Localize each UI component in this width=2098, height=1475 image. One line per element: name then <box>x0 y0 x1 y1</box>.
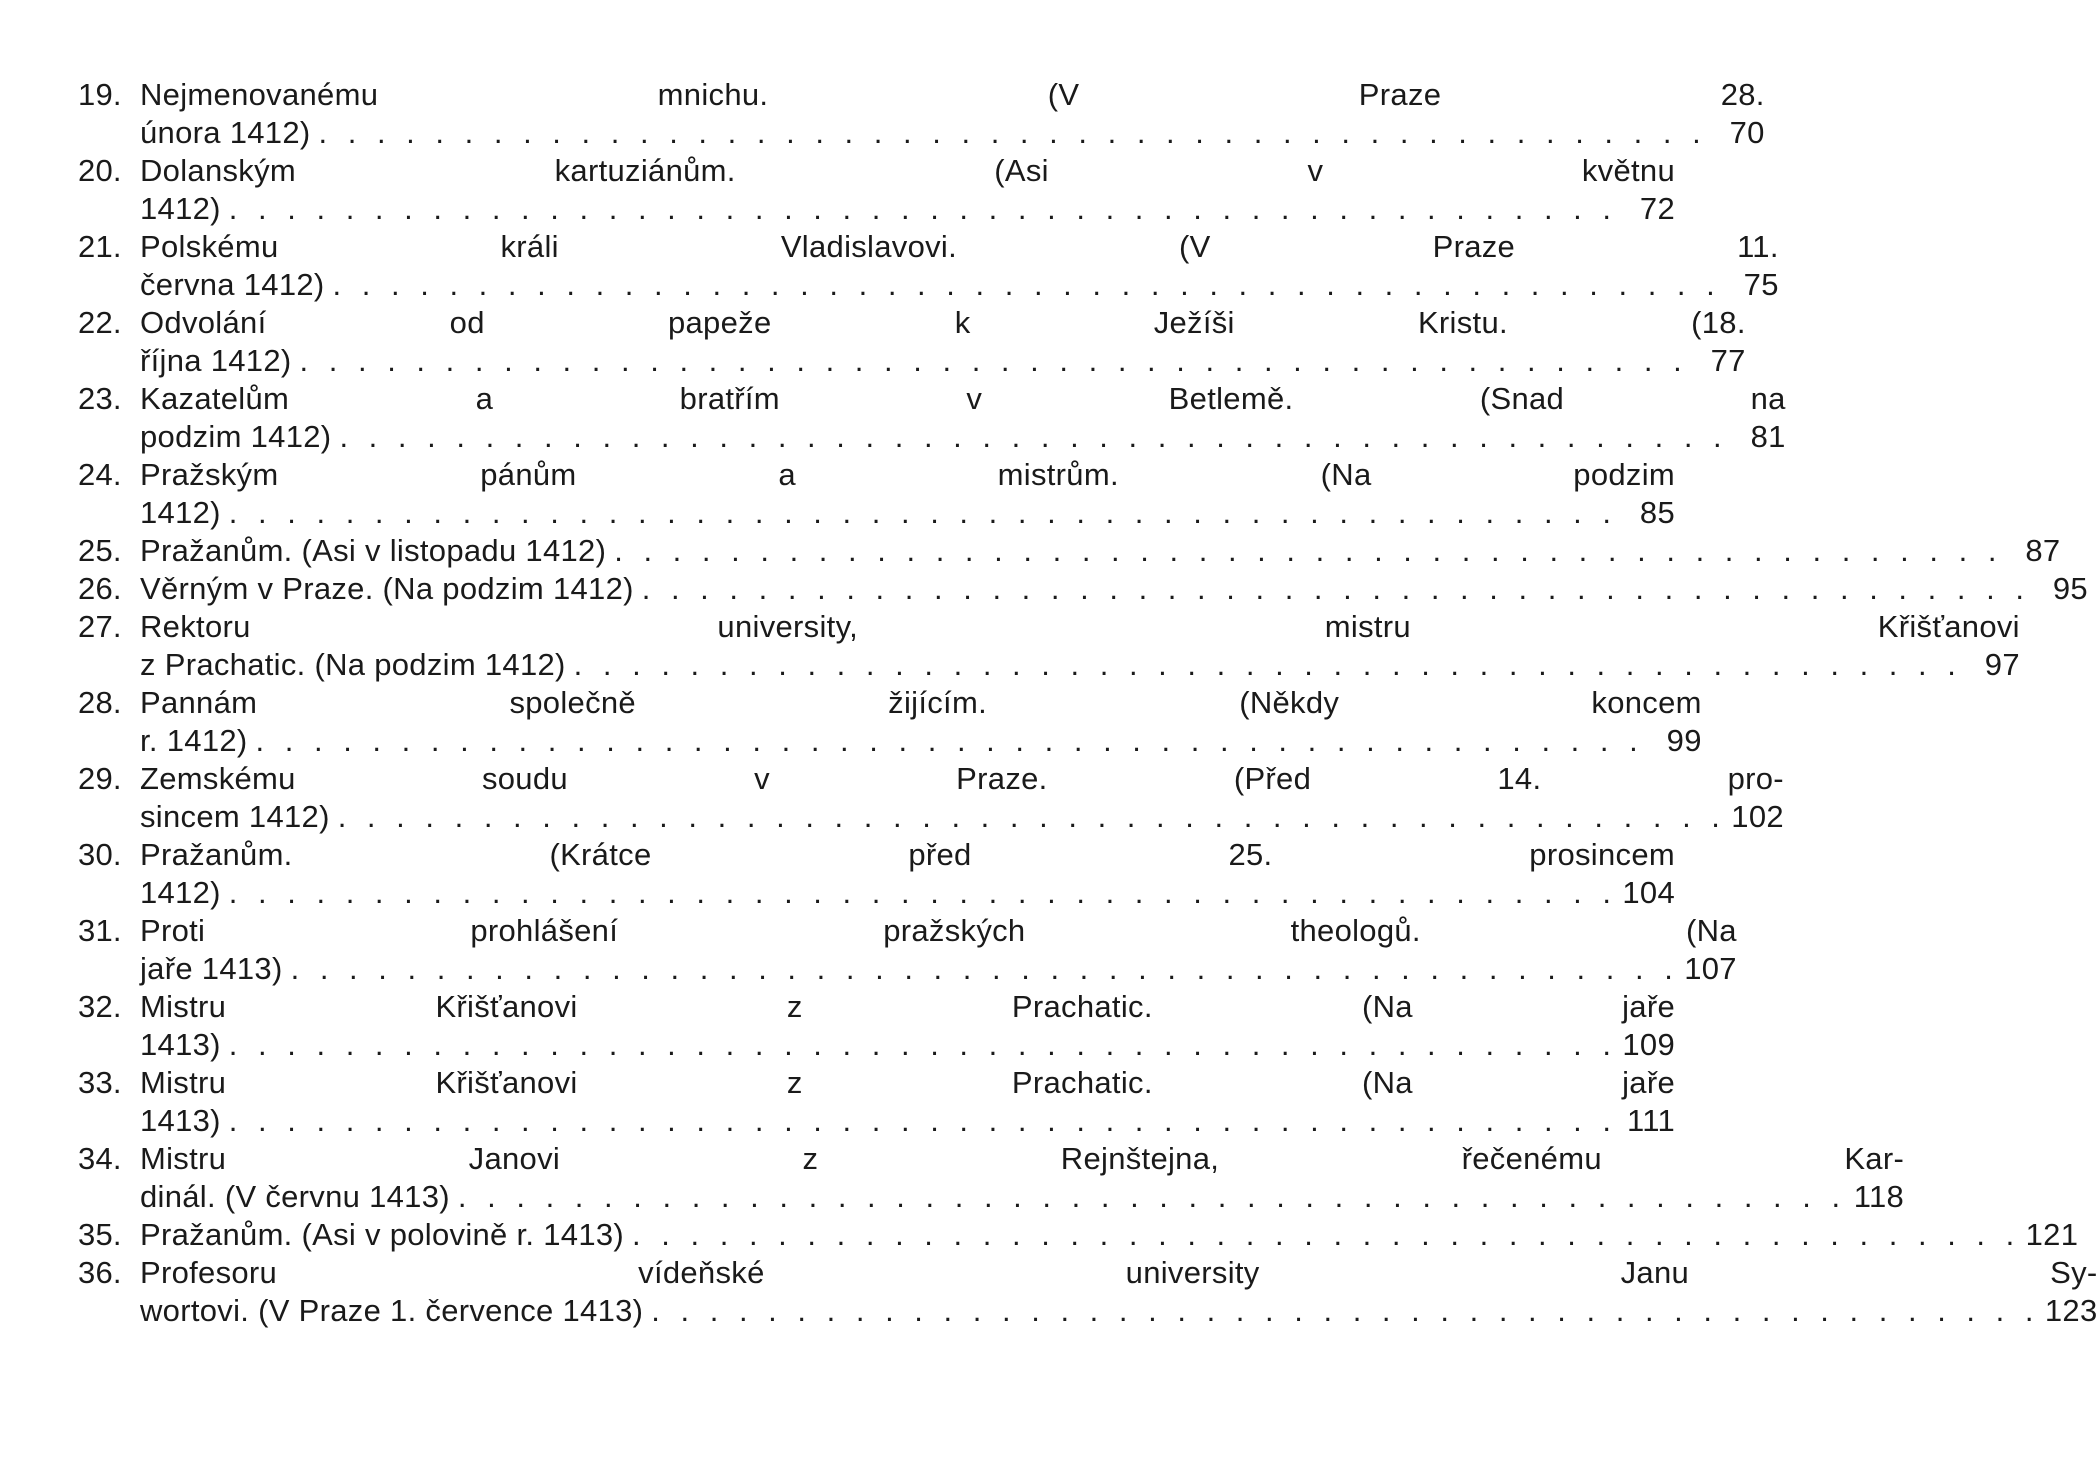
entry-last-line <box>140 646 2020 684</box>
entry-title-end: dinál. (V červnu 1413) <box>140 1179 450 1214</box>
entry-last-line <box>140 722 1702 760</box>
toc-entry <box>78 988 1676 1064</box>
page-number: 85 <box>1639 495 1676 530</box>
entry-title-end: února 1412) <box>140 115 311 150</box>
dot-leader <box>331 418 1727 456</box>
page-number: 118 <box>1853 1179 1905 1214</box>
entry-last-line <box>140 874 1675 912</box>
entry-title-line: Proti prohlášení pražských theologů. (Na <box>140 913 1737 948</box>
dot-leader <box>624 1216 2020 1254</box>
entry-number: 27. <box>78 609 122 644</box>
entry-last-line <box>140 342 1746 380</box>
entry-title-end: jaře 1413) <box>140 951 283 986</box>
entry-body <box>140 304 1746 380</box>
entry-last-line <box>140 1102 1675 1140</box>
entry-body <box>140 912 1737 988</box>
page-number: 77 <box>1710 343 1746 378</box>
entry-body <box>140 532 2060 570</box>
entry-number: 28. <box>78 685 122 720</box>
entry-last-line <box>140 494 1675 532</box>
dot-leader <box>283 950 1679 988</box>
entry-title-line: Zemskému soudu v Praze. (Před 14. pro- <box>140 761 1784 796</box>
entry-title-end: Věrným v Praze. (Na podzim 1412) <box>140 571 634 606</box>
entry-number: 21. <box>78 229 122 264</box>
entry-number: 20. <box>78 153 122 188</box>
entry-body <box>140 1140 1904 1216</box>
table-of-contents <box>78 76 2098 1330</box>
entry-title-line: Pražanům. (Krátce před 25. prosincem <box>140 837 1676 872</box>
entry-title-end: června 1412) <box>140 267 325 302</box>
entry-last-line <box>140 266 1779 304</box>
entry-title-line: Mistru Křišťanovi z Prachatic. (Na jaře <box>140 1065 1676 1100</box>
entry-title-line: Rektoru university, mistru Křišťanovi <box>140 609 2020 644</box>
entry-number: 29. <box>78 761 122 796</box>
entry-last-line <box>140 190 1675 228</box>
dot-leader <box>634 570 2030 608</box>
page-number: 75 <box>1743 267 1779 302</box>
entry-number: 31. <box>78 913 122 948</box>
entry-body <box>140 76 1765 152</box>
toc-entry <box>78 1140 1905 1216</box>
entry-body <box>140 152 1675 228</box>
entry-number: 30. <box>78 837 122 872</box>
entry-title-line: Pražským pánům a mistrům. (Na podzim <box>140 457 1676 492</box>
entry-last-line <box>140 418 1786 456</box>
dot-leader <box>292 342 1688 380</box>
entry-body <box>140 760 1784 836</box>
page-number: 111 <box>1626 1103 1676 1138</box>
entry-title-line: Odvolání od papeže k Ježíši Kristu. (18. <box>140 305 1746 340</box>
page-number: 81 <box>1750 419 1786 454</box>
entry-number: 34. <box>78 1141 122 1176</box>
entry-title-end: Pražanům. (Asi v listopadu 1412) <box>140 533 607 568</box>
entry-number: 22. <box>78 305 122 340</box>
entry-last-line <box>140 1178 1904 1216</box>
dot-leader <box>566 646 1962 684</box>
entry-number: 32. <box>78 989 122 1024</box>
entry-title-end: 1412) <box>140 191 221 226</box>
entry-last-line <box>140 1292 2098 1330</box>
dot-leader <box>311 114 1707 152</box>
entry-title-line: Nejmenovanému mnichu. (V Praze 28. <box>140 77 1765 112</box>
toc-entry <box>78 228 1779 304</box>
toc-entry <box>78 836 1676 912</box>
entry-number: 26. <box>78 571 122 606</box>
entry-title-line: Mistru Janovi z Rejnštejna, řečenému Kar- <box>140 1141 1905 1176</box>
entry-title-line: Kazatelům a bratřím v Betlemě. (Snad na <box>140 381 1786 416</box>
entry-title-line: Profesoru vídeňské university Janu Sy- <box>140 1255 2098 1290</box>
toc-entry <box>78 304 1746 380</box>
entry-number: 25. <box>78 533 122 568</box>
page-number: 123 <box>2044 1293 2098 1328</box>
entry-title-end: 1413) <box>140 1027 221 1062</box>
entry-body <box>140 228 1779 304</box>
toc-entry <box>78 912 1737 988</box>
dot-leader <box>643 1292 2039 1330</box>
entry-last-line <box>140 798 1784 836</box>
dot-leader <box>221 874 1617 912</box>
page-number: 107 <box>1684 951 1737 986</box>
entry-body <box>140 988 1675 1064</box>
entry-number: 23. <box>78 381 122 416</box>
dot-leader <box>221 494 1617 532</box>
entry-last-line <box>140 1216 2078 1254</box>
entry-body <box>140 570 2088 608</box>
entry-title-end: Pražanům. (Asi v polovině r. 1413) <box>140 1217 625 1252</box>
dot-leader <box>325 266 1721 304</box>
page-number: 87 <box>2025 533 2061 568</box>
toc-entry <box>78 760 1784 836</box>
entry-last-line <box>140 114 1765 152</box>
entry-title-line: Dolanským kartuziánům. (Asi v květnu <box>140 153 1676 188</box>
page-number: 104 <box>1622 875 1676 910</box>
entry-title-end: r. 1412) <box>140 723 248 758</box>
entry-body <box>140 836 1675 912</box>
dot-leader <box>248 722 1644 760</box>
toc-entry <box>78 1064 1676 1140</box>
page-number: 109 <box>1622 1027 1676 1062</box>
toc-entry <box>78 76 1765 152</box>
entry-last-line <box>140 532 2060 570</box>
entry-title-end: 1412) <box>140 875 221 910</box>
dot-leader <box>221 190 1617 228</box>
toc-entry <box>78 684 1702 760</box>
entry-body <box>140 608 2020 684</box>
entry-body <box>140 1216 2078 1254</box>
page-number: 97 <box>1984 647 2020 682</box>
entry-title-line: Polskému králi Vladislavovi. (V Praze 11. <box>140 229 1779 264</box>
entry-title-end: wortovi. (V Praze 1. července 1413) <box>140 1293 644 1328</box>
dot-leader <box>330 798 1726 836</box>
dot-leader <box>606 532 2002 570</box>
entry-title-line: Pannám společně žijícím. (Někdy koncem <box>140 685 1702 720</box>
entry-body <box>140 1064 1675 1140</box>
toc-entry <box>78 152 1676 228</box>
entry-number: 33. <box>78 1065 122 1100</box>
entry-number: 24. <box>78 457 122 492</box>
entry-number: 36. <box>78 1255 122 1290</box>
entry-last-line <box>140 950 1737 988</box>
entry-title-line: Mistru Křišťanovi z Prachatic. (Na jaře <box>140 989 1676 1024</box>
entry-title-end: října 1412) <box>140 343 292 378</box>
dot-leader <box>221 1102 1617 1140</box>
toc-entry <box>78 1254 2098 1330</box>
entry-title-end: sincem 1412) <box>140 799 330 834</box>
entry-last-line <box>140 1026 1675 1064</box>
page-number: 95 <box>2052 571 2088 606</box>
entry-body <box>140 380 1786 456</box>
page-number: 102 <box>1731 799 1784 834</box>
entry-number: 35. <box>78 1217 122 1252</box>
entry-body <box>140 684 1702 760</box>
page-number: 121 <box>2025 1217 2079 1252</box>
entry-title-end: z Prachatic. (Na podzim 1412) <box>140 647 566 682</box>
entry-body <box>140 1254 2098 1330</box>
page-number: 72 <box>1639 191 1676 226</box>
entry-title-end: 1413) <box>140 1103 221 1138</box>
page-number: 70 <box>1729 115 1765 150</box>
entry-body <box>140 456 1675 532</box>
dot-leader <box>221 1026 1617 1064</box>
toc-entry <box>78 380 1786 456</box>
dot-leader <box>450 1178 1846 1216</box>
toc-entry <box>78 456 1676 532</box>
page-number: 99 <box>1666 723 1702 758</box>
entry-title-end: 1412) <box>140 495 221 530</box>
entry-number: 19. <box>78 77 122 112</box>
toc-entry <box>78 532 2061 570</box>
toc-entry <box>78 608 2020 684</box>
toc-entry <box>78 570 2088 608</box>
entry-last-line <box>140 570 2088 608</box>
toc-entry <box>78 1216 2079 1254</box>
entry-title-end: podzim 1412) <box>140 419 332 454</box>
